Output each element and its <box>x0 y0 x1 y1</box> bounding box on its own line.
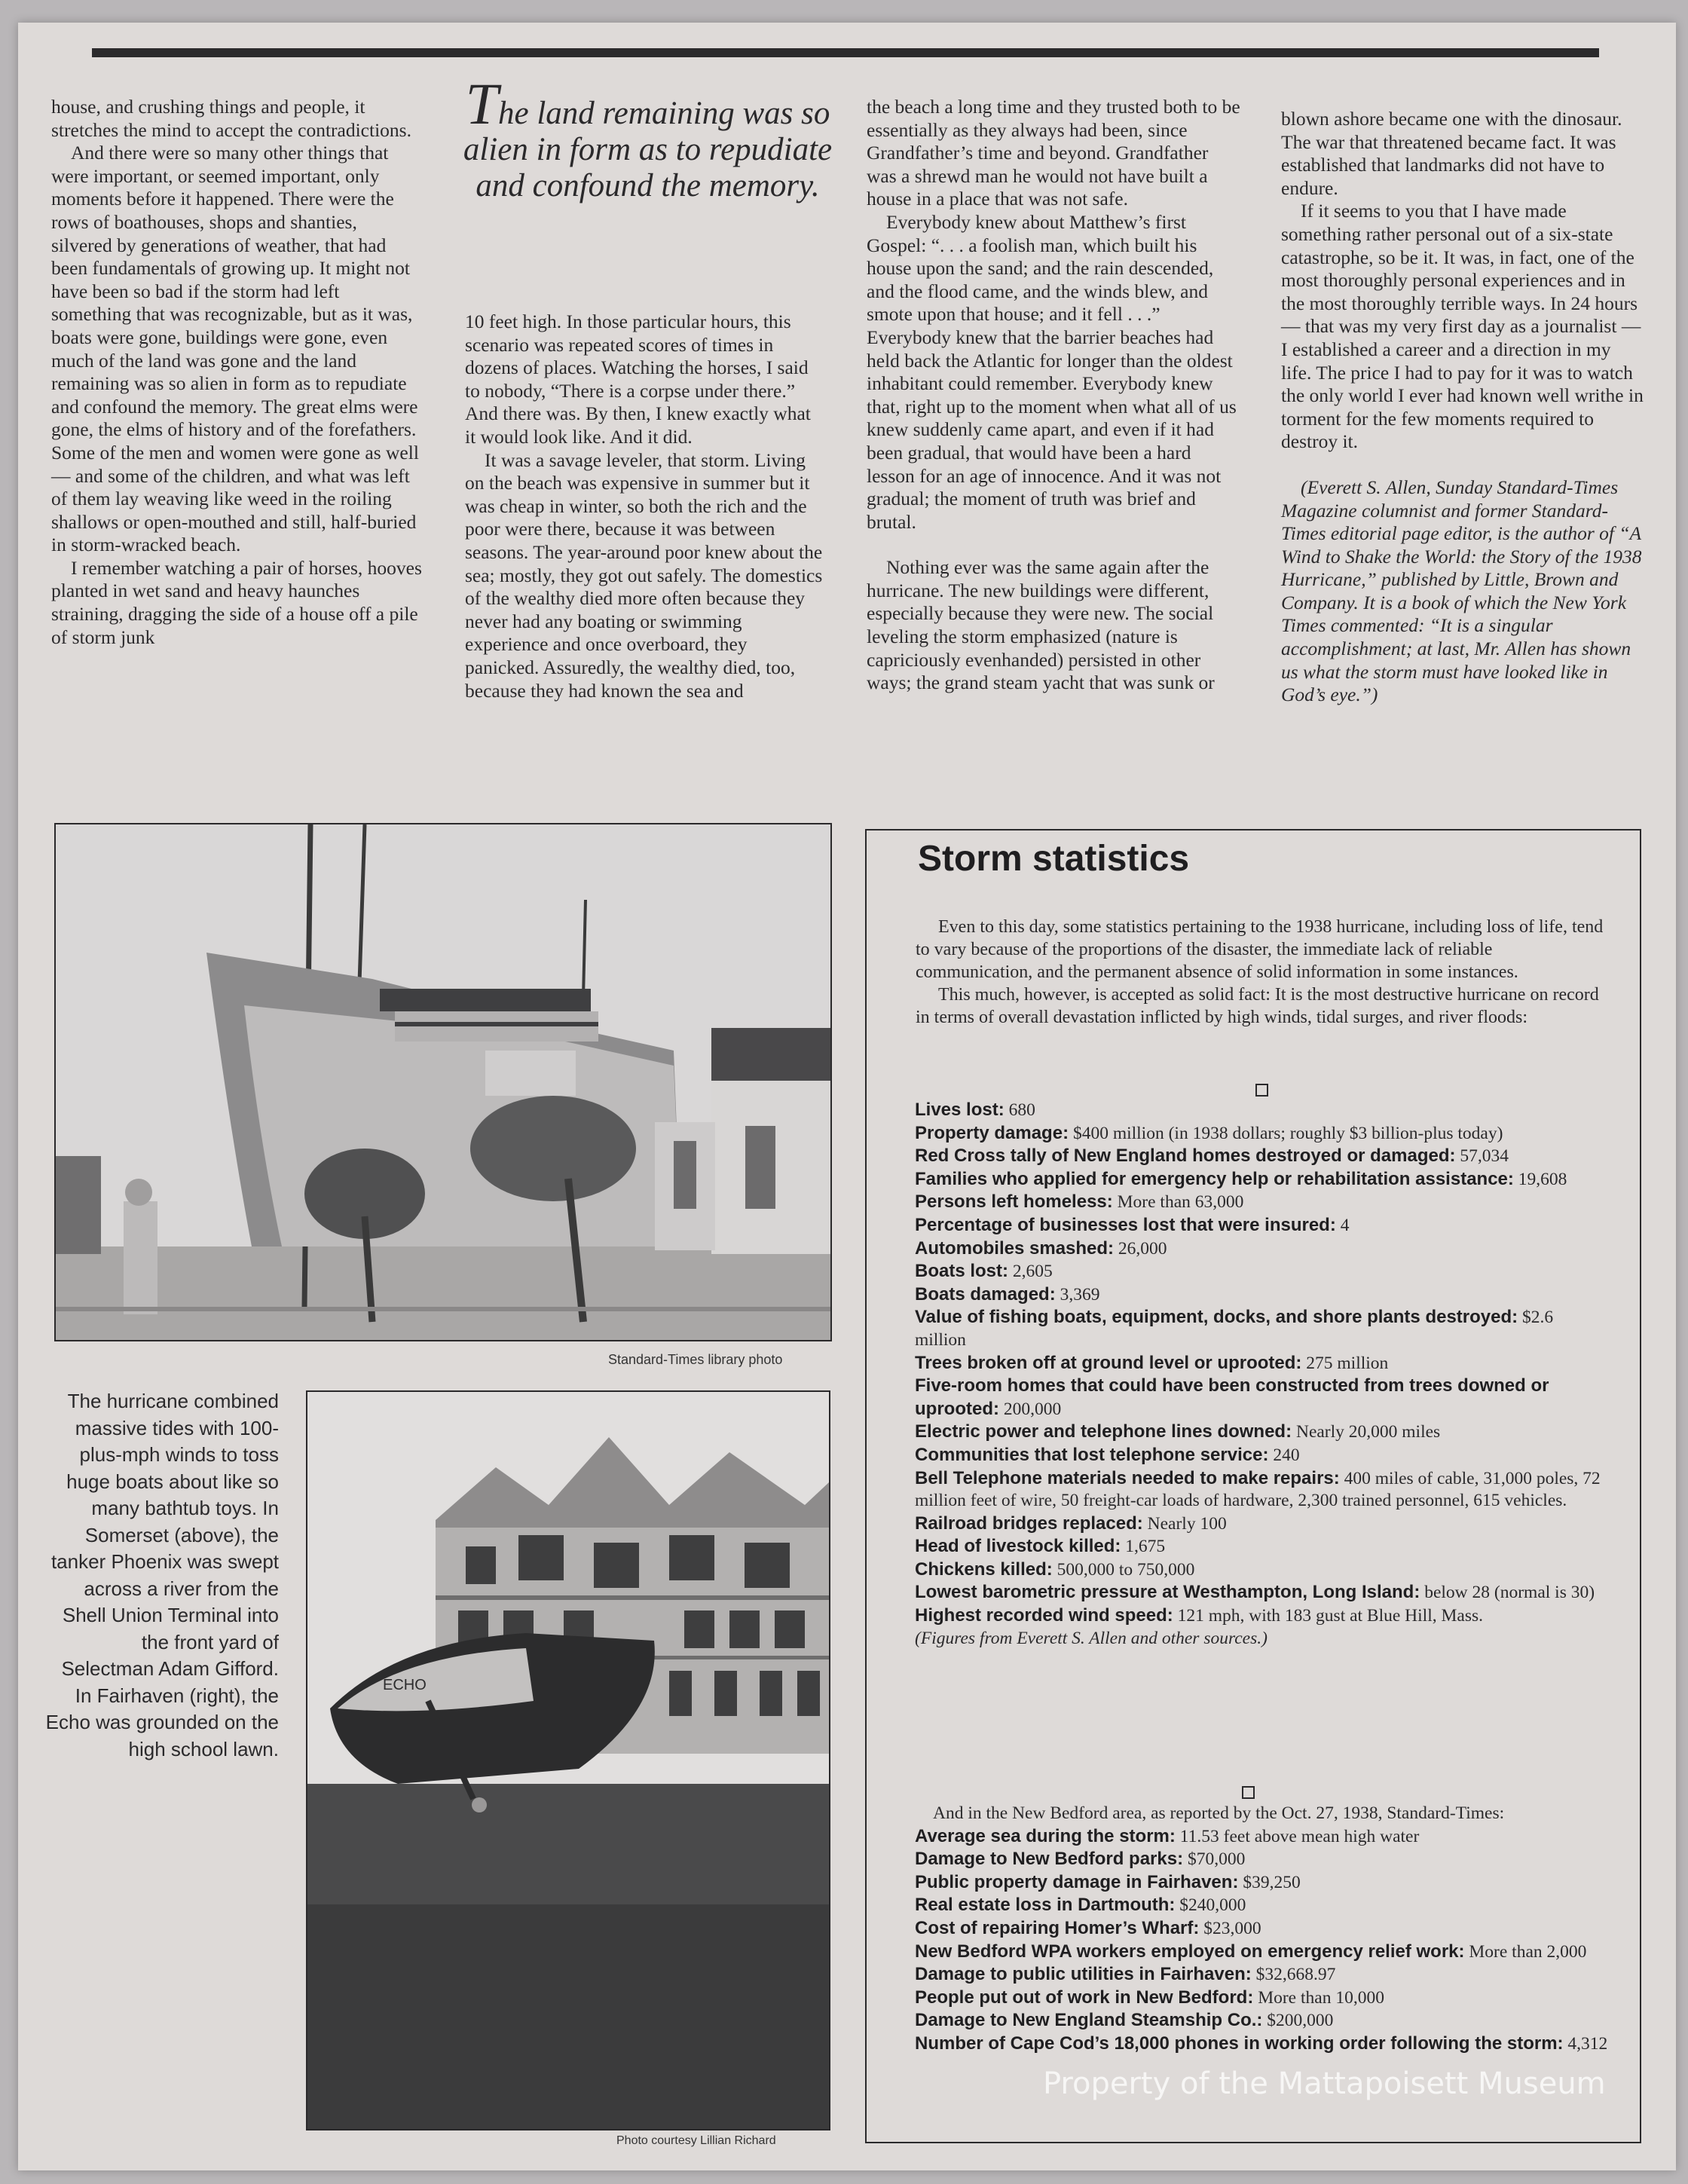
photo-echo-boat-image <box>307 1392 829 2129</box>
pull-quote-dropcap: T <box>465 71 499 136</box>
stat-label: Lives lost: <box>915 1100 1005 1120</box>
stat-value: $23,000 <box>1203 1918 1261 1938</box>
stat-value: 57,034 <box>1460 1146 1509 1167</box>
stat-row <box>915 1941 1608 1964</box>
photo-credit: Photo courtesy Lillian Richard <box>616 2134 776 2147</box>
stat-row <box>915 1535 1608 1558</box>
stat-row <box>915 1467 1608 1513</box>
stat-label: Percentage of businesses lost that were insured: <box>915 1214 1336 1235</box>
stat-label: Families who applied for emergency help or rehabilitation assistance: <box>915 1168 1514 1189</box>
stat-row <box>915 1122 1608 1146</box>
paragraph: This much, however, is accepted as solid fact: It is the most destructive hurricane on record in terms of overall devastation inflicted by high winds, tidal surges, and river floods: <box>916 985 1599 1027</box>
photo-tanker-phoenix-image <box>56 824 830 1340</box>
paragraph: It was a savage leveler, that storm. Living on the beach was expensive in summer but it was cheap in winter, so both the rich and the poor were there, because it was between seasons. The year-around poor knew about the sea; mostly, they got out safely. The domestics of the wealthy died more often because they never had any boating or swimming experience and once overboard, they panicked. Assuredly, the wealthy died, too, because they had known the sea and <box>465 448 823 702</box>
stat-label: People put out of work in New Bedford: <box>915 1987 1254 2008</box>
stat-value: More than 2,000 <box>1469 1941 1587 1962</box>
stat-label: Boats damaged: <box>915 1283 1056 1305</box>
paragraph: house, and crushing things and people, it stretches the mind to accept the contradictions. <box>51 96 411 141</box>
stat-row <box>915 1558 1608 1582</box>
stat-label: Bell Telephone materials needed to make repairs: <box>915 1467 1340 1488</box>
section-divider-square <box>1242 1786 1255 1799</box>
stat-label: Property damage: <box>915 1122 1069 1143</box>
stat-row <box>915 1375 1608 1421</box>
stat-label: Cost of repairing Homer’s Wharf: <box>915 1917 1200 1938</box>
stat-value: $70,000 <box>1187 1849 1246 1870</box>
author-bio: (Everett S. Allen, Sunday Standard-Times Magazine columnist and former Standard-Times editorial page editor, is the author of “A Wind to Shake the World: the Story of the 1938 Hurricane,” published by Little, Brown and Company. It is a book of which the New York Times commented: “It is a singular accomplishment; at last, Mr. Allen has shown us what the storm must have looked like in God’s eye.”) <box>1281 476 1642 706</box>
stat-label: Damage to New Bedford parks: <box>915 1849 1184 1870</box>
photo-credit: Standard-Times library photo <box>608 1352 783 1367</box>
stat-value: 680 <box>1008 1100 1035 1120</box>
stats-list <box>915 1099 1608 1650</box>
pull-quote-text: he land remaining was so alien in form as to repudiate and confound the memory. <box>463 96 833 203</box>
top-rule <box>92 48 1599 57</box>
stat-value: $39,250 <box>1243 1872 1301 1892</box>
stat-row <box>915 1191 1608 1214</box>
stat-row <box>915 2009 1608 2033</box>
stat-value: 240 <box>1273 1445 1300 1465</box>
stat-row <box>915 1168 1608 1191</box>
stat-row <box>915 1260 1608 1283</box>
stat-value: 26,000 <box>1118 1238 1167 1259</box>
stat-row <box>915 1306 1608 1351</box>
source-note: (Figures from Everett S. Allen and other sources.) <box>915 1628 1268 1648</box>
stat-value: below 28 (normal is 30) <box>1424 1583 1595 1603</box>
stat-value: 400 miles of cable, 31,000 poles, 72 million feet of wire, 50 freight-car loads of hardware, 2,300 trained personnel, 615 vehicles. <box>915 1468 1601 1511</box>
stat-row <box>915 1283 1608 1307</box>
article-column-3 <box>867 96 1241 695</box>
stat-row <box>915 1444 1608 1467</box>
stat-value: 275 million <box>1306 1353 1389 1373</box>
stat-label: Lowest barometric pressure at Westhampton, Long Island: <box>915 1582 1420 1603</box>
photo-caption: The hurricane combined massive tides with 100-plus-mph winds to toss huge boats about like so many bathtub toys. In Somerset (above), the tanker Phoenix was swept across a river from the Shell Union Terminal into the front yard of Selectman Adam Gifford. In Fairhaven (right), the Echo was grounded on the high school lawn. <box>45 1390 279 1760</box>
stat-value: 200,000 <box>1003 1399 1062 1419</box>
stat-label: Boats lost: <box>915 1261 1009 1282</box>
stat-row <box>915 1825 1608 1849</box>
stat-value: $2.6 million <box>915 1308 1554 1350</box>
stat-label: New Bedford WPA workers employed on emergency relief work: <box>915 1941 1465 1962</box>
stat-row <box>915 1099 1608 1122</box>
stat-value: Nearly 20,000 miles <box>1295 1422 1441 1442</box>
stat-label: Public property damage in Fairhaven: <box>915 1871 1239 1892</box>
stat-row <box>915 1421 1608 1444</box>
paragraph: blown ashore became one with the dinosaur. The war that threatened became fact. It was established that landmarks did not have to endure. <box>1281 108 1622 199</box>
stat-label: Automobiles smashed: <box>915 1237 1115 1259</box>
paragraph: I remember watching a pair of horses, hooves planted in wet sand and heavy haunches straining, dragging the side of a house off a pile of storm junk <box>51 556 422 648</box>
stat-label: Number of Cape Cod’s 18,000 phones in working order following the storm: <box>915 2033 1564 2054</box>
museum-watermark: Property of the Mattapoisett Museum <box>1043 2066 1606 2101</box>
stat-label: Five-room homes that could have been constructed from trees downed or uprooted: <box>915 1375 1549 1419</box>
stat-row <box>915 1145 1608 1168</box>
stat-value: 3,369 <box>1060 1284 1100 1305</box>
stat-row <box>915 2033 1608 2056</box>
stat-row <box>915 1987 1608 2010</box>
stat-value: $400 million (in 1938 dollars; roughly $3 billion-plus today) <box>1072 1123 1503 1143</box>
stat-row <box>915 1963 1608 1987</box>
section-divider-square <box>1255 1084 1268 1097</box>
stat-row <box>915 1513 1608 1536</box>
stat-label: Railroad bridges replaced: <box>915 1513 1143 1534</box>
stat-label: Chickens killed: <box>915 1558 1053 1580</box>
stat-row <box>915 1214 1608 1237</box>
stat-row <box>915 1848 1608 1871</box>
paragraph: If it seems to you that I have made something rather personal out of a six-state catastrophe, so be it. It was, in fact, one of the most thoroughly personal experiences and in the most thoroughly terrible ways. In 24 hours — that was my very first day as a journalist — I established a career and a direction in my life. The price I had to pay for it was to watch the only world I ever had known well writhe in torment for the few moments required to destroy it. <box>1281 200 1644 453</box>
article-column-2 <box>465 310 825 702</box>
paragraph: And there were so many other things that were important, or seemed important, only moments before it happened. There were the rows of boathouses, shops and shanties, silvered by generations of weather, that had been fundamentals of growing up. It might not have been so bad if the storm had left something that was recognizable, but as it was, boats were gone, buildings were gone, even much of the land was gone and the land remaining was so alien in form as to repudiate and confound the memory. The great elms were gone, the elms of history and of the forefathers. Some of the men and women were gone as well — and some of the children, and what was left of them lay weaving like weed in the roiling shallows or open-mouthed and still, half-buried in storm-wracked beach. <box>51 142 419 556</box>
stat-value: 121 mph, with 183 gust at Blue Hill, Mass. <box>1177 1606 1483 1626</box>
paragraph: Even to this day, some statistics pertaining to the 1938 hurricane, including loss of life, tend to vary because of the proportions of the disaster, the immediate lack of reliable communication, and the permanent absence of solid information in some instances. <box>916 917 1604 982</box>
new-bedford-stats-list <box>915 1803 1608 2056</box>
stat-value: 1,675 <box>1125 1537 1166 1557</box>
paragraph: the beach a long time and they trusted both to be essentially as they always had been, since Grandfather’s time and beyond. Grandfather was a shrewd man he would not have built a house in a place that was not safe. <box>867 96 1240 210</box>
stat-row <box>915 1871 1608 1895</box>
stat-label: Red Cross tally of New England homes destroyed or damaged: <box>915 1146 1456 1167</box>
paragraph: 10 feet high. In those particular hours, this scenario was repeated scores of times in dozens of places. Watching the horses, I said to nobody, “There is a corpse under there.” And there was. By then, I knew exactly what it would look like. And it did. <box>465 310 811 448</box>
stat-label: Damage to public utilities in Fairhaven: <box>915 1964 1252 1985</box>
stat-label: Electric power and telephone lines downed: <box>915 1421 1292 1442</box>
stat-value: $240,000 <box>1179 1895 1246 1916</box>
stat-row <box>915 1237 1608 1261</box>
stats-intro <box>916 916 1609 1029</box>
stat-value: 4,312 <box>1567 2033 1608 2054</box>
photo-tanker-phoenix <box>54 823 832 1341</box>
stat-row <box>915 1917 1608 1941</box>
stat-label: Value of fishing boats, equipment, docks, and shore plants destroyed: <box>915 1307 1518 1328</box>
stat-value: $200,000 <box>1267 2011 1334 2031</box>
stat-value: Nearly 100 <box>1147 1513 1227 1534</box>
stat-value: 500,000 to 750,000 <box>1057 1559 1195 1580</box>
stat-row <box>915 1604 1608 1628</box>
stat-label: Damage to New England Steamship Co.: <box>915 2010 1263 2031</box>
stat-row <box>915 1581 1608 1604</box>
stat-value: More than 63,000 <box>1117 1192 1244 1213</box>
stat-row <box>915 1352 1608 1375</box>
stats-title: Storm statistics <box>918 839 1190 879</box>
pull-quote <box>461 71 834 204</box>
stat-label: Real estate loss in Dartmouth: <box>915 1895 1176 1916</box>
new-bedford-intro: And in the New Bedford area, as reported by the Oct. 27, 1938, Standard-Times: <box>933 1803 1505 1823</box>
article-column-1 <box>51 96 422 649</box>
stat-value: 2,605 <box>1012 1262 1053 1282</box>
stat-label: Average sea during the storm: <box>915 1825 1176 1846</box>
stat-value: 11.53 feet above mean high water <box>1179 1826 1420 1846</box>
stat-label: Persons left homeless: <box>915 1191 1113 1213</box>
paragraph: Everybody knew about Matthew’s first Gospel: “. . . a foolish man, which built his house upon the sand; and the rain descended, and the flood came, and the winds blew, and smote upon that house; and it fell . . .” Everybody knew that the barrier beaches had held back the Atlantic for longer than the oldest inhabitant could remember. Everybody knew that, right up to the moment when what all of us knew suddenly came apart, and even if it had been gradual, that would have been a hard lesson for an age of innocence. And it was not gradual; the moment of truth was brief and brutal. <box>867 210 1237 533</box>
photo-echo-boat <box>306 1390 830 2130</box>
stat-label: Head of livestock killed: <box>915 1536 1121 1557</box>
paragraph: Nothing ever was the same again after the hurricane. The new buildings were different, especially because they were new. The social leveling the storm emphasized (nature is capriciously evenhanded) persisted in other ways; the grand steam yacht that was sunk or <box>867 556 1215 694</box>
boat-name-label: ECHO <box>383 1677 427 1693</box>
stat-row <box>915 1894 1608 1917</box>
stat-value: More than 10,000 <box>1258 1987 1384 2008</box>
stat-label: Communities that lost telephone service: <box>915 1444 1269 1465</box>
article-column-4 <box>1281 108 1644 707</box>
stat-value: $32,668.97 <box>1255 1965 1336 1985</box>
stat-value: 19,608 <box>1518 1169 1567 1189</box>
stat-label: Highest recorded wind speed: <box>915 1605 1173 1626</box>
stat-label: Trees broken off at ground level or uprooted: <box>915 1352 1302 1373</box>
stat-value: 4 <box>1340 1215 1350 1235</box>
